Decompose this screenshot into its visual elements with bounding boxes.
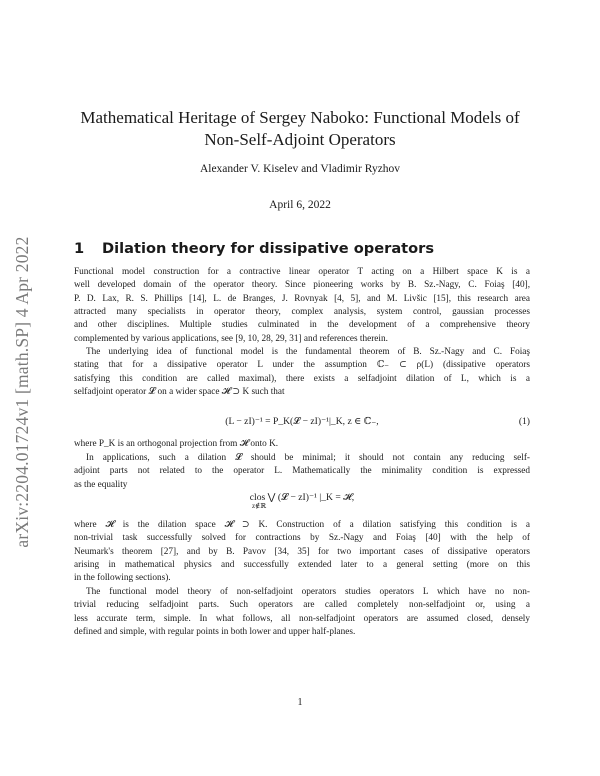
text-line: trivial reducing selfadjoint parts. Such operators are called completely non-selfadjoint or, using a (74, 600, 530, 611)
date: April 6, 2022 (269, 199, 331, 211)
paragraph-6 (74, 586, 530, 639)
text-line: The functional model theory of non-selfadjoint operators studies operators L which have no non- (86, 587, 530, 597)
text-line: adjoint parts not related to the operator L. Mathematically the minimality condition is expressed (74, 466, 530, 477)
text-line: defined and simple, with regular points in both lower and upper half-planes. (74, 627, 356, 638)
title-line-1: Mathematical Heritage of Sergey Naboko: Functional Models of (80, 108, 520, 127)
paper-title (60, 107, 540, 151)
section-heading (74, 240, 434, 257)
text-line: non-trivial task successfully solved for contractions by Sz.-Nagy and Foiaş [40] with the help of (74, 533, 530, 544)
equation-1 (74, 416, 530, 427)
text-line: complemented by various applications, see [9, 10, 28, 29, 31] and references therein. (74, 333, 388, 344)
text-line: stating that for a dissipative operator L under the assumption ℂ₋ ⊂ ρ(L) (dissipative operators (74, 360, 530, 371)
text-line: The underlying idea of functional model is the fundamental theorem of B. Sz.-Nagy and C. Foiaş (86, 347, 530, 357)
paragraph-4 (74, 452, 530, 492)
section-title: Dilation theory for dissipative operators (102, 240, 435, 257)
text-line: P. D. Lax, R. S. Phillips [14], L. de Branges, J. Rovnyak [4, 5], and M. Livšic [15], this research area (74, 293, 530, 304)
title-line-2: Non-Self-Adjoint Operators (204, 130, 396, 149)
text-line: less accurate term, simple. In what follows, all non-selfadjoint operators are assumed closed, densely (74, 613, 530, 624)
equation-body: (L − zI)⁻¹ = P_K(𝓛 − zI)⁻¹|_K, z ∈ ℂ₋, (225, 416, 379, 427)
text-line: Neumark's theorem [27], and by B. Pavov [34, 35] for two important cases of dissipative operators (74, 546, 530, 557)
text-line: satisfying this condition are called maximal), there exists a selfadjoint dilation of L, which is a (74, 373, 530, 384)
text-line: Functional model construction for a contractive linear operator T acting on a Hilbert space K is a (74, 267, 530, 277)
text-line: selfadjoint operator 𝓛 on a wider space 𝓗 ⊃ K such that (74, 387, 285, 398)
text-line: In applications, such a dilation 𝓛 should be minimal; it should not contain any reducing self- (86, 453, 530, 463)
equation-body: clos ⋁ (𝓛 − zI)⁻¹ |_K = 𝓗, (249, 492, 355, 503)
text-line: well developed domain of the operator theory. Since pioneering works by B. Sz.-Nagy, C. Foiaş [40], (74, 280, 530, 291)
text-line: as the equality (74, 479, 128, 490)
text-line: attracted many specialists in operator theory, complex analysis, system control, gaussian processes (74, 307, 530, 318)
equation-2 (74, 492, 530, 510)
text-line: where P_K is an orthogonal projection from 𝓗 onto K. (74, 439, 279, 449)
text-line: in the following sections). (74, 573, 171, 584)
authors: Alexander V. Kiselev and Vladimir Ryzhov (199, 163, 401, 175)
paragraph-1 (74, 266, 530, 346)
paragraph-2 (74, 346, 530, 399)
paragraph-3 (74, 438, 530, 451)
paragraph-5 (74, 519, 530, 586)
text-line: where 𝓗 is the dilation space 𝓗 ⊃ K. Construction of a dilation satisfying this condition is a (74, 520, 530, 530)
equation-number: (1) (518, 416, 530, 427)
text-line: and other disciplines. Multiple studies culminated in the development of a comprehensive theory (74, 320, 530, 331)
arxiv-identifier: arXiv:2204.01724v1 [math.SP] 4 Apr 2022 (12, 236, 32, 548)
section-number: 1 (74, 240, 85, 257)
equation-subscript: z∉ℝ (251, 502, 267, 510)
page-number: 1 (297, 697, 303, 708)
text-line: arising in mathematical physics and successfully extended later to a general setting (more on this (74, 560, 530, 571)
